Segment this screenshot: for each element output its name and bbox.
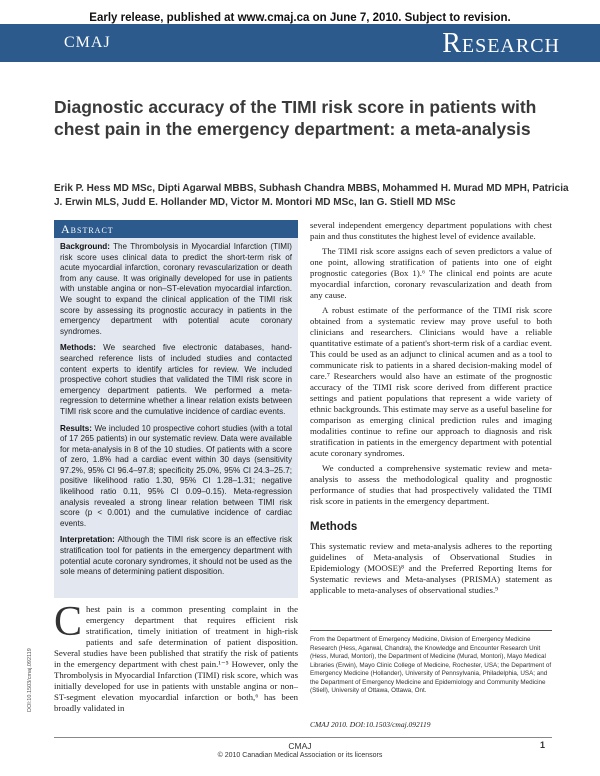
- right-column: [310, 220, 552, 596]
- intro-column: [54, 599, 298, 714]
- background-label: Background:: [60, 242, 110, 251]
- abstract-results: [60, 424, 292, 530]
- body-paragraph-4: We conducted a comprehensive systematic review and meta-analysis to assess the methodological quality and prognostic performance of studies that had prospectively validated the TIMI risk score in patients in the emergency department.: [310, 463, 552, 506]
- results-text: We included 10 prospective cohort studies (with a total of 17 265 patients) in our systematic review. Data were available for meta-analysis in 8 of the 10 studies. Of patients with a score of zero, 1.8% had a cardiac event within 30 days (sensitivity 97.2%, 95% CI 96.4–97.8; specificity 25.0%, 95% CI 24.3–25.7; positive likelihood ratio 1.30, 95% CI 1.28–1.31; negative likelihood ratio 0.11, 95% CI 0.09–0.15). Meta-regression analysis revealed a strong linear relation between TIMI risk score (p < 0.001) and the cumulative incidence of cardiac events.: [60, 423, 292, 528]
- journal-banner: [0, 24, 600, 62]
- abstract-background: [60, 242, 292, 337]
- interpretation-label: Interpretation:: [60, 535, 115, 545]
- abstract-box: [54, 220, 298, 598]
- affiliations-footnote: [310, 630, 552, 696]
- methods-heading: Methods: [310, 521, 358, 533]
- author-list: Erik P. Hess MD MSc, Dipti Agarwal MBBS, Subhash Chandra MBBS, Mohammed H. Murad MD MPH, Patricia J. Erwin MLS, Judd E. Hollander MD, Victor M. Montori MD MSc, Ian G. Stiell MD MSc: [54, 183, 569, 208]
- section-name: Research: [442, 28, 560, 59]
- page-number: 1: [540, 740, 546, 750]
- methods-text: We searched five electronic databases, hand-searched reference lists of included studies and contacted content experts to identify articles for review. We included prospective cohort studies that validated the TIMI risk score in emergency department patients. We performed a meta-regression to determine whether a linear relation exists between TIMI risk score and the cumulative incidence of cardiac events.: [60, 343, 292, 416]
- article-title: Diagnostic accuracy of the TIMI risk score in patients with chest pain in the emergency department: a meta-analysis: [54, 97, 537, 139]
- intro-paragraph: [54, 599, 298, 714]
- side-doi: DOI:10.1503/cmaj.092119: [27, 648, 33, 712]
- footer-rule: [54, 737, 552, 738]
- abstract-methods: [60, 343, 292, 417]
- abstract-interpretation: [60, 535, 292, 577]
- results-label: Results:: [60, 423, 92, 433]
- methods-label: Methods:: [60, 343, 96, 353]
- footer-copyright: © 2010 Canadian Medical Association or its licensors: [217, 752, 383, 759]
- early-release-notice: Early release, published at www.cmaj.ca on June 7, 2010. Subject to revision.: [89, 12, 511, 24]
- drop-cap: C: [54, 599, 83, 645]
- intro-text: hest pain is a common presenting complaint in the emergency department that requires efficient risk stratification, timely initiation of treatment in high-risk patients and safe determination of patient disposition. Several studies have been published that stratify the risk of patients in the emergency department with chest pain.¹⁻⁵ However, only the Thrombolysis in Myocardial Infarction (TIMI) risk score, which was initially developed for use in patients with unstable angina or non–ST-segment elevation myocardial infarction or both,⁶ has been broadly validated in: [54, 604, 298, 713]
- doi-citation: CMAJ 2010. DOI:10.1503/cmaj.092119: [310, 720, 431, 729]
- body-paragraph-2: The TIMI risk score assigns each of seven predictors a value of one point, allowing stratification of patients into one of eight prognostic categories (Box 1).⁶ The clinical end points are acute myocardial infarction, coronary revascularization and death from any cause.: [310, 246, 552, 300]
- abstract-heading: Abstract: [54, 220, 298, 238]
- interpretation-text: Although the TIMI risk score is an effective risk stratification tool for patients in the emergency department with potential acute coronary syndromes, it should not be used as the sole means of determining patient disposition.: [60, 535, 292, 577]
- body-paragraph-3: A robust estimate of the performance of the TIMI risk score obtained from a systematic review may prove useful to both clinicians and researchers. Clinicians would have a reliable quantitative estimate of a patient's short-term risk of a cardiac event. This could be used as an adjunct to clinical acumen and as a tool to communicate risk to patients in a shared decision-making model of care.⁷ Researchers would also have an estimate of the prognostic accuracy of the TIMI risk score derived from different practice settings and patient populations that represent a wide variety of ethnic backgrounds. This estimate may serve as a useful baseline for comparison as emerging clinical prediction rules and imaging modalities continue to refine our approach to diagnosis and risk stratification in patients in the emergency department with potential acute coronary syndromes.: [310, 305, 552, 458]
- background-text: The Thrombolysis in Myocardial Infarction (TIMI) risk score uses clinical data to predict the short-term risk of acute myocardial infarction, coronary revascularization or death from any cause. It was originally developed for use in patients with unstable angina or non–ST-elevation myocardial infarction. We sought to expand the clinical application of the TIMI risk score by assessing its prognostic accuracy in patients in the emergency department with potential acute coronary syndromes.: [60, 242, 292, 336]
- body-paragraph-1: several independent emergency department populations with chest pain and thus constitutes the highest level of evidence available.: [310, 220, 552, 241]
- methods-paragraph: This systematic review and meta-analysis adheres to the reporting guidelines of Meta-analysis of Observational Studies in Epidemiology (MOOSE)⁸ and the Preferred Reporting Items for Systematic reviews and Meta-analyses (PRISMA) statement as applicable to meta-analyses of observational studies.⁹: [310, 541, 552, 595]
- footer-journal: CMAJ: [288, 741, 312, 751]
- side-doi-wrapper: [27, 648, 91, 718]
- affiliations-text: From the Department of Emergency Medicine, Division of Emergency Medicine Research (Hess, Agarwal, Chandra), the Knowledge and Encounter Research Unit (Hess, Murad, Montori), the Department of Medicine (Murad, Montori), Mayo Medical Libraries (Erwin), Mayo Clinic College of Medicine, Rochester, USA; the Department of Emergency Medicine (Hollander), University of Pennsylvania, Philadelphia, USA; and the Department of Emergency Medicine and Epidemiology and Community Medicine (Stiell), University of Ottawa, Ottawa, Ont.: [310, 636, 552, 694]
- journal-name: CMAJ: [64, 34, 111, 51]
